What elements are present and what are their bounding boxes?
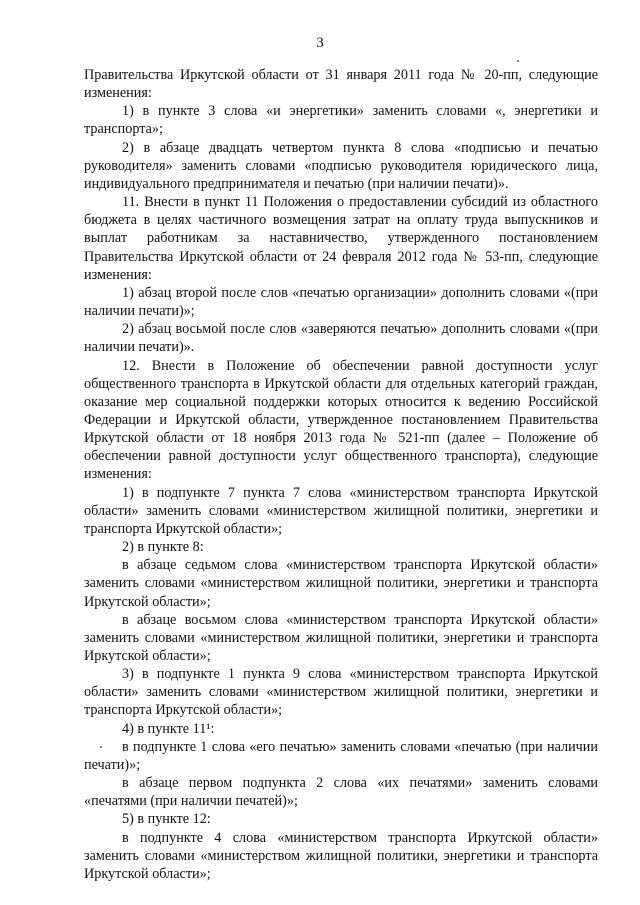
paragraph: 2) в абзаце двадцать четвертом пункта 8 слова «подписью и печатью руководителя» заменить словами «подписью руководителя юридического лица, индивидуального предпринимателя и печатью (при наличии печати)». bbox=[84, 139, 598, 192]
document-body bbox=[84, 66, 598, 883]
paragraph: 11. Внести в пункт 11 Положения о предоставлении субсидий из областного бюджета в целях частичного возмещения затрат на оплату труда выпускников и выплат работникам за наставничество, утвержденного постановлением Правительства Иркутской области от 24 февраля 2012 года № 53-пп, следующие изменения: bbox=[84, 194, 598, 283]
scan-speck bbox=[517, 60, 519, 62]
paragraph: 2) абзац восьмой после слов «заверяются печатью» дополнить словами «(при наличии печати)». bbox=[84, 321, 598, 356]
paragraph: в абзаце восьмом слова «министерством транспорта Иркутской области» заменить словами «министерством жилищной политики, энергетики и транспорта Иркутской области»; bbox=[84, 611, 598, 664]
paragraph: в подпункте 4 слова «министерством транспорта Иркутской области» заменить словами «министерством жилищной политики, энергетики и транспорта Иркутской области»; bbox=[84, 829, 598, 882]
paragraph: 1) абзац второй после слов «печатью организации» дополнить словами «(при наличии печати)»; bbox=[84, 284, 598, 320]
paragraph: 12. Внести в Положение об обеспечении равной доступности услуг общественного транспорта в Иркутской области для отдельных категорий граждан, оказание мер социальной поддержки которых относится к ведению Российской Федерации и Иркутской области, утвержденное постановлением Правительства Иркутской области от 18 ноября 2013 года № 521-пп (далее – Положение об обеспечении равной доступности услуг общественного транспорта), следующие изменения: bbox=[84, 357, 598, 483]
paragraph: 1) в пункте 3 слова «и энергетики» заменить словами «, энергетики и транспорта»; bbox=[84, 103, 598, 138]
paragraph: 2) в пункте 8: bbox=[122, 539, 204, 556]
paragraph: 1) в подпункте 7 пункта 7 слова «министерством транспорта Иркутской области» заменить словами «министерством жилищной политики, энергетики и транспорта Иркутской области»; bbox=[84, 484, 598, 537]
paragraph: 3) в подпункте 1 пункта 9 слова «министерством транспорта Иркутской области» заменить словами «министерством жилищной политики, энергетики и транспорта Иркутской области»; bbox=[84, 666, 598, 719]
paragraph: 4) в пункте 11¹: bbox=[122, 720, 215, 737]
scan-speck bbox=[100, 746, 102, 748]
paragraph: в подпункте 1 слова «его печатью» заменить словами «печатью (при наличии печати)»; bbox=[84, 738, 598, 773]
paragraph: в абзаце седьмом слова «министерством транспорта Иркутской области» заменить словами «министерством жилищной политики, энергетики и транспорта Иркутской области»; bbox=[84, 557, 598, 610]
paragraph: Правительства Иркутской области от 31 января 2011 года № 20-пп, следующие изменения: bbox=[84, 67, 598, 102]
paragraph: в абзаце первом подпункта 2 слова «их печатями» заменить словами «печатями (при наличии печатей)»; bbox=[84, 775, 598, 810]
page-number: 3 bbox=[316, 35, 324, 51]
paragraph: 5) в пункте 12: bbox=[122, 811, 211, 828]
